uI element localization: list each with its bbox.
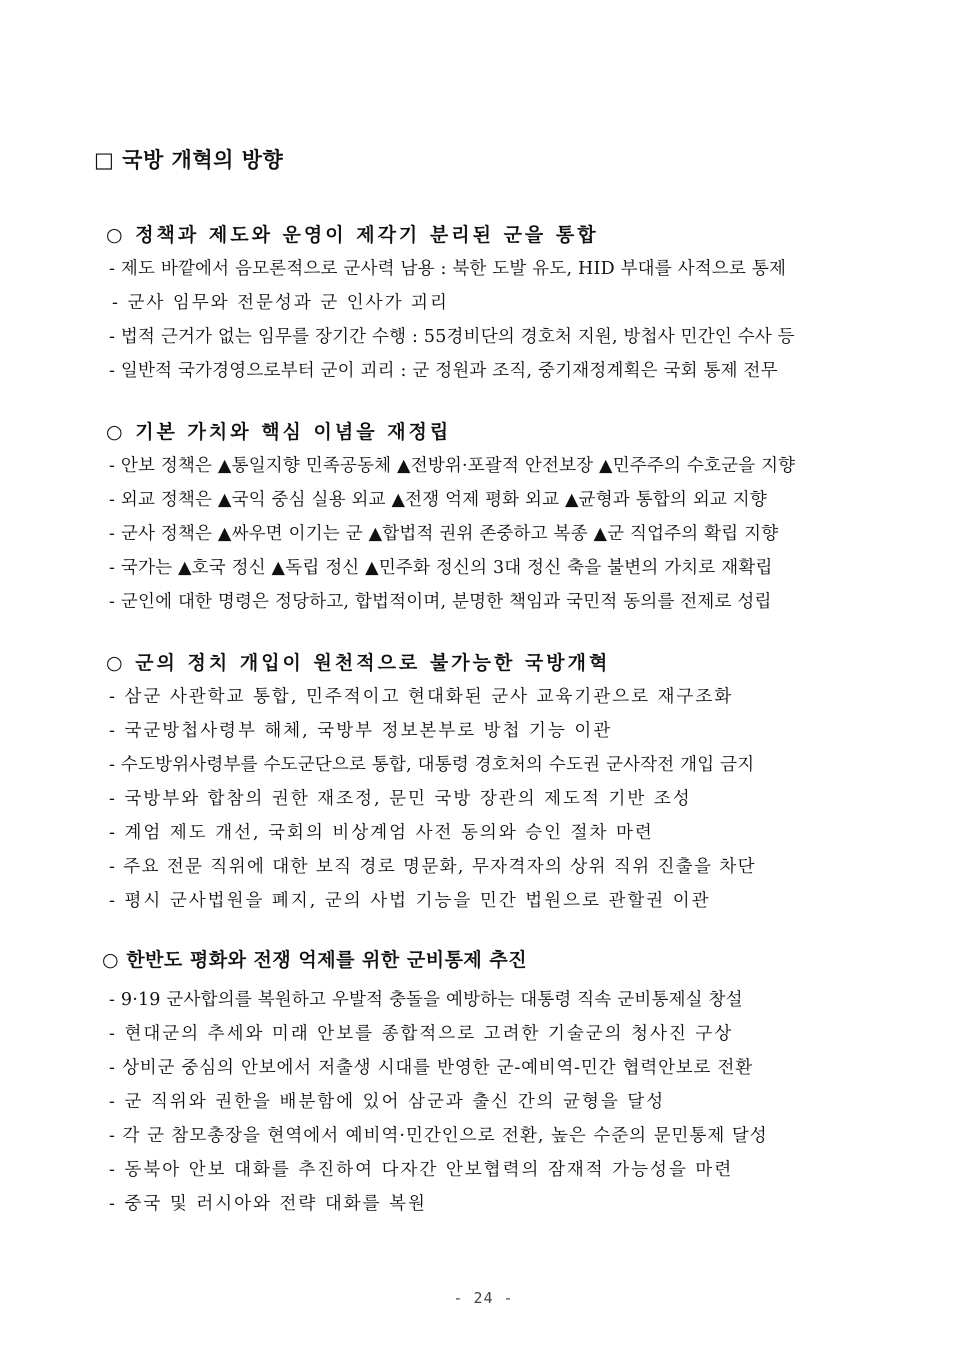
section-1-item-1: - 제도 바깥에서 음모론적으로 군사력 남용 : 북한 도발 유도, HID 부대를 사적으로 통제 [109,259,787,279]
section-4-item-6: - 동북아 안보 대화를 추진하여 다자간 안보협력의 잠재적 가능성을 마련 [109,1160,734,1180]
section-2-item-4: - 국가는 ▲호국 정신 ▲독립 정신 ▲민주화 정신의 3대 정신 축을 불변의 가치로 재확립 [109,558,773,578]
section-3-item-4: - 국방부와 합참의 권한 재조정, 문민 국방 장관의 제도적 기반 조성 [109,789,692,809]
section-3-item-6: - 주요 전문 직위에 대한 보직 경로 명문화, 무자격자의 상위 직위 진출을 차단 [109,857,756,877]
section-2-item-2: - 외교 정책은 ▲국익 중심 실용 외교 ▲전쟁 억제 평화 외교 ▲균형과 통합의 외교 지향 [109,490,768,510]
section-3-heading: ○ 군의 정치 개입이 원천적으로 불가능한 국방개혁 [106,652,611,674]
section-2-item-1: - 안보 정책은 ▲통일지향 민족공동체 ▲전방위·포괄적 안전보장 ▲민주주의 수호군을 지향 [109,456,796,476]
section-4-item-4: - 군 직위와 권한을 배분함에 있어 삼군과 출신 간의 균형을 달성 [109,1092,666,1112]
section-4-item-2: - 현대군의 추세와 미래 안보를 종합적으로 고려한 기술군의 청사진 구상 [109,1024,734,1044]
page-title: □ 국방 개혁의 방향 [94,148,284,172]
section-2-item-3: - 군사 정책은 ▲싸우면 이기는 군 ▲합법적 권위 존중하고 복종 ▲군 직업주의 확립 지향 [109,524,779,544]
section-3-item-1: - 삼군 사관학교 통합, 민주적이고 현대화된 군사 교육기관으로 재구조화 [109,687,734,707]
section-4-item-3: - 상비군 중심의 안보에서 저출생 시대를 반영한 군-예비역-민간 협력안보로 전환 [109,1058,753,1078]
section-1-item-2: - 군사 임무와 전문성과 군 인사가 괴리 [112,293,449,313]
section-3-item-3: - 수도방위사령부를 수도군단으로 통합, 대통령 경호처의 수도권 군사작전 개입 금지 [109,755,755,775]
section-3-item-7: - 평시 군사법원을 폐지, 군의 사법 기능을 민간 법원으로 관할권 이관 [109,891,711,911]
section-2-heading: ○ 기본 가치와 핵심 이념을 재정립 [106,421,452,443]
section-4-heading: ○ 한반도 평화와 전쟁 억제를 위한 군비통제 추진 [102,949,528,971]
section-1-item-3: - 법적 근거가 없는 임무를 장기간 수행 : 55경비단의 경호처 지원, 방첩사 민간인 수사 등 [109,327,795,347]
section-2-item-5: - 군인에 대한 명령은 정당하고, 합법적이며, 분명한 책임과 국민적 동의를 전제로 성립 [109,592,772,612]
section-3-item-2: - 국군방첩사령부 해체, 국방부 정보본부로 방첩 기능 이관 [109,721,613,741]
section-1-heading: ○ 정책과 제도와 운영이 제각기 분리된 군을 통합 [106,224,599,246]
section-3-item-5: - 계엄 제도 개선, 국회의 비상계엄 사전 동의와 승인 절차 마련 [109,823,654,843]
page-number: - 24 - [453,1289,514,1307]
section-1-item-4: - 일반적 국가경영으로부터 군이 괴리 : 군 정원과 조직, 중기재정계획은 국회 통제 전무 [109,361,778,381]
section-4-item-5: - 각 군 참모총장을 현역에서 예비역·민간인으로 전환, 높은 수준의 문민통제 달성 [109,1126,768,1146]
section-4-item-1: - 9·19 군사합의를 복원하고 우발적 충돌을 예방하는 대통령 직속 군비통제실 창설 [109,990,743,1010]
section-4-item-7: - 중국 및 러시아와 전략 대화를 복원 [109,1194,427,1214]
